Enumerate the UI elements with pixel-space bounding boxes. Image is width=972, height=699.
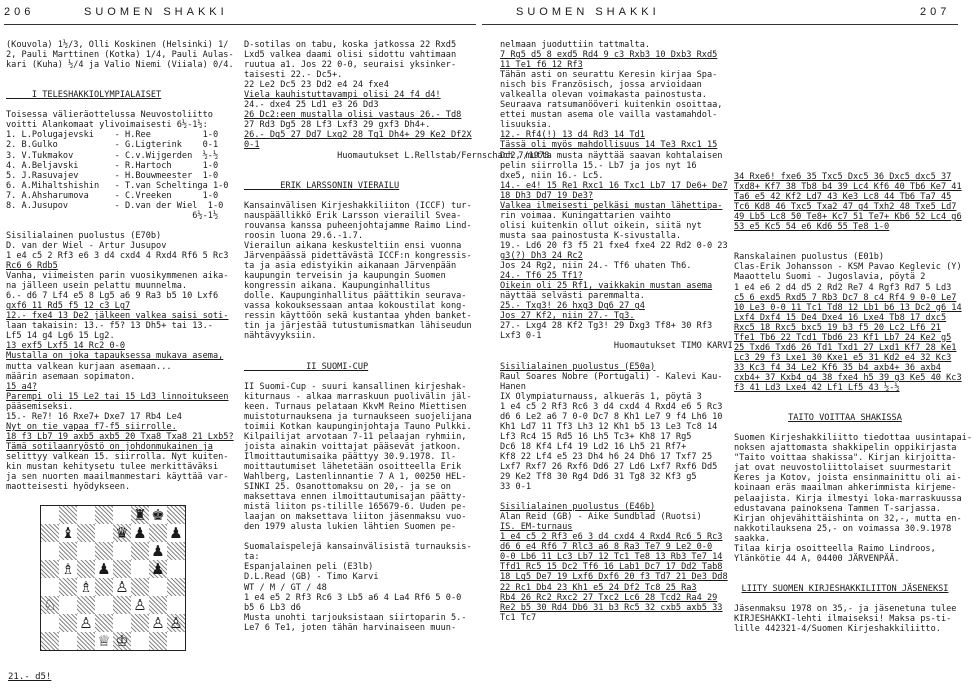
board-square bbox=[131, 560, 149, 578]
text-line: Seuraava ratsumanööveri kuitenkin osoittaa, bbox=[500, 100, 723, 111]
text-line bbox=[6, 80, 236, 90]
text-line: 1 e4 c5 2 Rf3 Rc6 3 d4 cxd4 4 Rxd4 e6 5 Rc3 bbox=[500, 401, 723, 412]
text-line: na jälleen usein pelattu muunnelma. bbox=[6, 281, 188, 292]
text-line: Viela kauhistuttavampi olisi 24 f4 d4! bbox=[244, 90, 441, 101]
text-line: Kh1 Ld7 11 Tf3 Lh3 12 Kh1 b5 13 Le3 Tc8 14 bbox=[500, 421, 718, 432]
text-line: Huomautukset TIMO KARVI bbox=[500, 341, 733, 352]
text-line: musta saa painostusta K-sivustalla. bbox=[500, 230, 682, 241]
text-line: Suomen Kirjeshakkiliitto tiedottaa uusintapai- bbox=[734, 433, 972, 444]
text-line: saakka. bbox=[734, 533, 771, 544]
text-line: 19.- Ld6 20 f3 f5 21 fxe4 fxe4 22 Rd2 0-0 23 bbox=[500, 240, 728, 251]
text-line: Sisilialainen puolustus (E46b) bbox=[500, 502, 656, 513]
chess-piece-icon: ♕ bbox=[97, 632, 111, 650]
text-line: Lc3 29 f3 Lxe1 30 Kxe1 e5 31 Kd2 e4 32 Kc3 bbox=[734, 352, 952, 363]
board-square bbox=[95, 506, 113, 524]
text-line: Le7 6 Te1, joten tähän harvinaiseen muun- bbox=[244, 622, 457, 633]
text-line: nelmaan juoduttiin tattmalta. bbox=[500, 40, 651, 50]
text-line: keen. Turnaus pelataan KkvM Reino Miettisen bbox=[244, 401, 467, 412]
text-line: lisuuksia. bbox=[500, 120, 552, 131]
text-line: Dc6 18 Kf4 Lf4 19 Ld2 16 Lh5 21 Rf7+ bbox=[500, 441, 687, 452]
text-line: 49 Lb5 Lc8 50 Te8+ Kc7 51 Te7+ Kb6 52 Lc4 g6 bbox=[734, 212, 962, 223]
spacer bbox=[734, 594, 956, 604]
text-line: 14.- e4! 15 Re1 Rxc1 16 Txc1 Lb7 17 De6+ De7 bbox=[500, 180, 728, 191]
text-line: rouvansa kanssa puheenjohtajamme Raimo Lind- bbox=[244, 220, 472, 231]
board-square bbox=[167, 506, 185, 524]
text-line: Oikein oli 25 Rf1, vaikkakin mustan asema bbox=[500, 281, 713, 292]
text-line: Lxf7 Rxf7 26 Rxf6 Dd6 27 Ld6 Lxf7 Rxf6 Dd5 bbox=[500, 461, 718, 472]
text-line: 27.- Lxg4 28 Kf2 Tg3! 29 Dxg3 Tf8+ 30 Rf3 bbox=[500, 321, 713, 332]
text-line bbox=[244, 532, 476, 542]
text-line bbox=[6, 100, 236, 110]
board-square bbox=[41, 542, 59, 560]
text-line: c5 6 exd5 Rxd5 7 Rb3 Dc7 8 c4 Rf4 9 0-0 Le7 bbox=[734, 292, 957, 303]
text-line: koinaan eräs maailman ahkerimmista kirjeme- bbox=[734, 483, 957, 494]
chess-piece-icon: ♗ bbox=[79, 578, 93, 596]
chess-piece-icon: ♙ bbox=[169, 614, 183, 632]
text-line: 7. A.Ahsharumova - C.Vreeken 1-0 bbox=[6, 190, 219, 201]
chess-piece-icon: ♙ bbox=[79, 614, 93, 632]
board-square bbox=[149, 578, 167, 596]
text-line: Clas-Erik Johansson - KSM Pavao Keglevic (Y) bbox=[734, 262, 962, 273]
text-line: edustavana painoksena Tammen T-sarjassa. bbox=[734, 503, 941, 514]
text-line: 27 Rd3 Dg5 28 Lf3 Lxf3 29 gxf3 Dh4+. bbox=[244, 120, 431, 131]
text-line: 33 Kc3 f4 34 Le2 Kf6 35 b4 axb4+ 36 axb4 bbox=[734, 362, 941, 373]
text-line bbox=[244, 161, 476, 171]
text-line: kaupungin terveisin ja kaupungin Suomen bbox=[244, 271, 446, 282]
text-line: Raul Soares Nobre (Portugali) - Kalevi Kau- bbox=[500, 371, 723, 382]
header-rule bbox=[4, 24, 476, 25]
text-line: cxb4+ 37 Kxb4 g4 38 fxe4 h5 39 g3 Ke5 40 Kc3 bbox=[734, 372, 962, 383]
text-line: taisesti 22.- Dc5+. bbox=[244, 70, 343, 81]
text-line: kari (Kuha) ½/4 ja Valio Niemi (Viiala) 0/4. bbox=[6, 60, 234, 71]
spacer bbox=[734, 403, 956, 413]
text-line: Lf3 Rc4 15 Rd5 16 Lh5 Tc3+ Kh8 17 Rg5 bbox=[500, 431, 692, 442]
text-line: 7 Rg5 d5 8 exd5 Rd4 9 c3 Rxb3 10 Dxb3 Rxd5 bbox=[500, 50, 718, 61]
text-line: Hanen bbox=[500, 381, 526, 392]
text-line: Huomautukset L.Rellstab/Fernschach 7/1978 bbox=[244, 150, 550, 161]
board-square bbox=[167, 560, 185, 578]
text-line: 6½-1½ bbox=[6, 210, 219, 221]
text-line: roosin luona 29.6.-1.7. bbox=[244, 230, 363, 241]
board-square bbox=[95, 524, 113, 542]
text-line: Tässä oli myös mahdollisuus 14 Te3 Rxc1 15 bbox=[500, 140, 718, 151]
board-square bbox=[59, 596, 77, 614]
board-square bbox=[131, 614, 149, 632]
text-line: dxe5, niin 16.- Lc5. bbox=[500, 170, 604, 181]
text-line: 1 e4 c5 2 Rf3 e6 3 d4 cxd4 4 Rxd4 Rf6 5 Rc3 bbox=[6, 250, 229, 261]
text-line: Kansainvälisen Kirjeshakkiliiton (ICCF) tur- bbox=[244, 200, 472, 211]
board-square bbox=[113, 542, 131, 560]
text-line: 22 Rc1 Db4 23 Kh1 e5 24 Df2 Tc8 25 Ra3 bbox=[500, 582, 697, 593]
text-line: 26.- Dg5 27 Dd7 Lxg2 28 Tg1 Dh4+ 29 Ke2 Df2X bbox=[244, 130, 472, 141]
text-line: 22 Le2 Dc5 23 Dd2 e4 24 fxe4 bbox=[244, 80, 389, 91]
chess-piece-icon: ♜ bbox=[133, 506, 147, 524]
spacer bbox=[734, 242, 956, 252]
text-line: Tc6 Kd8 46 Txc5 Txa2 47 g4 Txh2 48 Txe5 Ld7 bbox=[734, 202, 957, 213]
section-heading: LIITY SUOMEN KIRJESHAKKILIITON JÄSENEKSI bbox=[741, 583, 949, 594]
text-line: vassa kokouksessaan antaa kokoustilat kong- bbox=[244, 301, 467, 312]
running-title: SUOMEN SHAKKI bbox=[84, 6, 228, 18]
chess-piece-icon: ♙ bbox=[115, 578, 129, 596]
text-line: ta: bbox=[244, 552, 260, 563]
text-line: muistoturnauksena ja turnaukseen suojelijana bbox=[244, 411, 472, 422]
text-line: Mustalla on joka tapauksessa mukava asema, bbox=[6, 351, 224, 362]
text-line bbox=[6, 70, 236, 80]
chess-piece-icon: ♟ bbox=[169, 524, 183, 542]
text-line: Tämä sotilaanryöstö on johdonmukainen ja bbox=[6, 441, 213, 452]
chess-piece-icon: ♛ bbox=[115, 524, 129, 542]
text-line: nakkotilauksena 25,- on voimassa 30.9.1978 bbox=[734, 523, 952, 534]
text-line: 53 e5 Kc5 54 e6 Kd6 55 Te8 1-0 bbox=[734, 222, 890, 233]
board-square bbox=[167, 542, 185, 560]
text-line: Lxf3 0-1 bbox=[500, 331, 542, 342]
text-line: 18 f3 Lb7 19 axb5 axb5 20 Txa8 Txa8 21 Lxb5? bbox=[6, 431, 234, 442]
text-line: voitti Alankomaat ylivoimaisesti 6½-1½: bbox=[6, 120, 208, 131]
text-line: Järvenpäässä pidettävästä ICCF:n kongressis- bbox=[244, 250, 472, 261]
text-line bbox=[244, 341, 476, 351]
text-line: Lxf4 Dxf4 15 De4 Dxe4 16 Lxe4 Tb8 17 dxc5 bbox=[734, 312, 947, 323]
text-line: Wahlberg, Lastenlinnantie 7 A 1, 00250 HEL- bbox=[244, 472, 467, 483]
text-line: 2. B.Gulko - G.Ligterink 0-1 bbox=[6, 140, 219, 151]
text-line: Ylänkötie 44 A, 04400 JÄRVENPÄÄ. bbox=[734, 553, 900, 564]
text-line: II Suomi-Cup - suuri kansallinen kirjeshak- bbox=[244, 381, 467, 392]
text-line: pääsemiseksi. bbox=[6, 401, 74, 412]
text-line: Jos 24 Rg2, niin 24.- Tf6 uhaten Th6. bbox=[500, 261, 692, 272]
text-line: 3. V.Tukmakov - C.v.Wijgerden ½-½ bbox=[6, 150, 219, 161]
text-line: 1. L.Polugajevski - H.Ree 1-0 bbox=[6, 130, 219, 141]
right-page bbox=[480, 0, 972, 699]
board-square bbox=[41, 614, 59, 632]
text-line: WT / M / GT / 48 bbox=[244, 582, 327, 593]
text-line: 33 0-1 bbox=[500, 482, 532, 493]
board-square bbox=[41, 632, 59, 650]
text-line: Jos 27 Kf2, niin 27.- Tg3. bbox=[500, 311, 635, 322]
page-number: 207 bbox=[920, 6, 951, 18]
text-line: Vanha, viimeisten parin vuosikymmenen aika- bbox=[6, 271, 229, 282]
text-line: 24.- Tf6 25 Tf1? bbox=[500, 271, 583, 282]
text-line: Musta unohti tarjouksistaan siirtoparin 5.- bbox=[244, 612, 467, 623]
text-line: Maaottelu Suomi - Jugoslavia, pöytä 2 bbox=[734, 272, 926, 283]
text-line: (Kouvola) 1½/3, Olli Koskinen (Helsinki) 1/ bbox=[6, 40, 229, 50]
text-line: Tfd1 Rc5 15 Dc2 Tf6 16 Lab1 Dc7 17 Dd2 Tab8 bbox=[500, 562, 723, 573]
text-line: D.L.Read (GB) - Timo Karvi bbox=[244, 572, 379, 583]
text-line: joista ainakin voittajat pääsevät jatkoon. bbox=[244, 441, 462, 452]
text-line: moittautumiset lähetetään osoitteella Erik bbox=[244, 461, 462, 472]
text-line: Keres ja Kotov, joista ensinmainittu oli ai- bbox=[734, 473, 962, 484]
text-line: näyttää selvästi paremmalta. bbox=[500, 291, 645, 302]
text-line: laan takaisin: 13.- f5? 13 Dh5+ tai 13.- bbox=[6, 321, 213, 332]
text-line: maotteisesti hyödykseen. bbox=[6, 482, 131, 493]
text-line bbox=[244, 372, 476, 382]
board-square bbox=[149, 524, 167, 542]
board-square bbox=[41, 524, 59, 542]
text-line: ressin käyttöön sekä kustantaa yhden banket- bbox=[244, 311, 472, 322]
text-line: Lxd5 valkea daami olisi sidottu vahtimaan bbox=[244, 50, 457, 61]
text-line: Kilpailijat arvotaan 7-11 pelaajan ryhmiin, bbox=[244, 431, 467, 442]
board-square bbox=[59, 614, 77, 632]
text-line: ruutua a1. Jos 22 0-0, seuraisi yksinker- bbox=[244, 60, 457, 71]
text-line: Ta6 e5 42 Kf2 Ld7 43 Ke3 Lc8 44 Tb6 Ta7 45 bbox=[734, 192, 952, 203]
text-line: gxf6 11 Rd5 f5 12 c3 Lg7 bbox=[6, 301, 131, 312]
chess-piece-icon: ♙ bbox=[133, 596, 147, 614]
board-square bbox=[113, 614, 131, 632]
text-line: Kirjan ohjevähittäishinta on 32,-, mutta en- bbox=[734, 513, 962, 524]
text-line: Txd8+ Kf7 38 Tb8 b4 39 Lc4 Kf6 40 Tb6 Ke7 41 bbox=[734, 182, 962, 193]
text-line: maksettava ennen ilmoittautumisajan päätty- bbox=[244, 492, 467, 503]
text-line: Rxc5 18 Rxc5 bxc5 19 b3 f5 20 Lc2 Lf6 21 bbox=[734, 322, 941, 333]
text-line: g3(?) Dh3 24 Rc2 bbox=[500, 250, 583, 261]
text-line: 1 e4 e6 2 d4 d5 2 Rd2 Re7 4 Rgf3 Rd7 5 Ld3 bbox=[734, 282, 952, 293]
text-line: 15 a4? bbox=[6, 381, 38, 392]
text-line: pelin siirrolla 15.- Lb7 ja jos nyt 16 bbox=[500, 160, 697, 171]
text-line: Dc2, mutta musta näyttää saavan kohtalaisen bbox=[500, 150, 723, 161]
text-line: nauspäällikkö Erik Larsson vierailil Svea- bbox=[244, 210, 462, 221]
text-line: Rc6 6 Rdb5 bbox=[6, 261, 58, 272]
board-square bbox=[113, 596, 131, 614]
text-line: mutta valkean kurjaan asemaan... bbox=[6, 361, 172, 372]
text-line: 6. A.Mihaltshishin - T.van Scheltinga 1-0 bbox=[6, 180, 229, 191]
chess-piece-icon: ♟ bbox=[133, 524, 147, 542]
text-line bbox=[500, 492, 732, 502]
text-line: Jäsenmaksu 1978 on 35,- ja jäsenetuna tulee bbox=[734, 604, 957, 615]
running-title: SUOMEN SHAKKI bbox=[516, 6, 660, 18]
text-line: 12.- Rf4(!) 13 d4 Rd3 14 Td1 bbox=[500, 130, 645, 141]
text-line: nähtävyyksiin. bbox=[244, 331, 317, 342]
text-line: Toisessa välieräottelussa Neuvostoliitto bbox=[6, 110, 213, 121]
text-line: 2, Pauli Marttinen (Kotka) 1/4, Pauli Aulas- bbox=[6, 50, 234, 61]
board-square bbox=[77, 596, 95, 614]
text-line: 1 e4 e5 2 Rf3 Rc6 3 Lb5 a6 4 La4 Rf6 5 0-0 bbox=[244, 592, 462, 603]
spacer bbox=[734, 232, 956, 242]
board-square bbox=[131, 542, 149, 560]
text-line: Tc1 Tc7 bbox=[500, 612, 537, 623]
text-line: 15.- Re7! 16 Rxe7+ Dxe7 17 Rb4 Le4 bbox=[6, 411, 182, 422]
text-line: d6 6 Le2 a6 7 0-0 Dc7 8 Kh1 Le7 9 f4 Lh6 10 bbox=[500, 411, 723, 422]
text-line: nisch bis Französisch, jossa arvioidaan bbox=[500, 80, 702, 91]
board-square bbox=[95, 578, 113, 596]
text-line: ERIK LARSSONIN VIERAILU bbox=[244, 180, 400, 191]
text-line: II SUOMI-CUP bbox=[244, 361, 369, 372]
text-line: kongressin aikana. Kaupunginhallitus bbox=[244, 281, 431, 292]
text-line: pelaajista. Kirja ilmestyi loka-marraskuussa bbox=[734, 493, 962, 504]
board-square bbox=[167, 632, 185, 650]
text-line bbox=[244, 351, 476, 361]
text-line: Kf8 22 Lf4 e5 23 Dh4 h6 24 Dh6 17 Txf7 25 bbox=[500, 451, 713, 462]
board-square bbox=[77, 560, 95, 578]
text-line: tin ja järjestää tutustumismatkan lähiseudun bbox=[244, 321, 472, 332]
spacer bbox=[734, 574, 956, 584]
text-line: dolle. Kaupunginhallitus päättikin seurava- bbox=[244, 291, 467, 302]
text-line: Re2 b5 30 Rd4 Db6 31 b3 Rc5 32 cxb5 axb5 33 bbox=[500, 602, 723, 613]
text-line: 12.- fxe4 13 De2 jälkeen valkea saisi soti- bbox=[6, 311, 229, 322]
text-line: 0-0 Lb6 11 Lc3 Lb7 12 Tc1 Te8 13 Rb3 Te7 14 bbox=[500, 552, 723, 563]
text-line: 1 e4 c5 2 Rf3 e6 3 d4 cxd4 4 Rxd4 Rc6 5 Rc3 bbox=[500, 532, 723, 543]
board-square bbox=[59, 632, 77, 650]
text-line: 5. J.Rasuvajev - H.Bouwmeester 1-0 bbox=[6, 170, 219, 181]
text-line: 25.- Txg3! 26 hxg3 Dg6 27 g4 bbox=[500, 301, 645, 312]
spacer bbox=[734, 393, 956, 403]
board-square bbox=[41, 560, 59, 578]
board-square bbox=[41, 506, 59, 524]
text-line: IX Olympiaturnauss, alkueräs 1, pöytä 3 bbox=[500, 391, 702, 402]
text-line: 25 Txd6 Txd6 26 Td1 Txd1 27 Lxd1 Kf7 28 Ke1 bbox=[734, 342, 957, 353]
text-line: Suomalaispelejä kansainvälisistä turnauksis- bbox=[244, 542, 472, 553]
spacer bbox=[734, 423, 956, 433]
section-heading: TAITO VOITTAA SHAKISSA bbox=[788, 413, 902, 424]
text-line: olisi kuitenkin ollut oikein, siitä nyt bbox=[500, 220, 702, 231]
article-column-left bbox=[6, 40, 236, 492]
chess-piece-icon: ♙ bbox=[151, 614, 165, 632]
board-square bbox=[77, 524, 95, 542]
text-line: toimii Kotkan kaupunginjohtaja Tauno Pulkki. bbox=[244, 421, 472, 432]
text-line: Nyt on tie vapaa f7-f5 siirrolle. bbox=[6, 421, 177, 432]
board-square bbox=[59, 506, 77, 524]
text-line: jat ovat neuvostoliittolaiset suurmestarit bbox=[734, 463, 952, 474]
text-line: Parempi oli 15 Le2 tai 15 Ld3 linnoitukseen bbox=[6, 391, 229, 402]
chess-piece-icon: ♗ bbox=[61, 560, 75, 578]
diagram-caption: 21.- d5! bbox=[8, 672, 52, 682]
text-line: KIRJESHAKKI-lehti ilmaiseksi! Maksa ps-ti- bbox=[734, 614, 952, 625]
board-square bbox=[77, 506, 95, 524]
text-line: Alan Reid (GB) - Aike Sundblad (Ruotsi) bbox=[500, 512, 702, 523]
text-line: IS. EM-turnaus bbox=[500, 522, 573, 533]
text-line: Espanjalainen peli (E3lb) bbox=[244, 562, 374, 573]
board-square bbox=[113, 506, 131, 524]
board-square bbox=[113, 560, 131, 578]
text-line: SINKI 25. Osanottomaksu on 20,- ja se on bbox=[244, 482, 451, 493]
text-line: määrin asemaan sopimaton. bbox=[6, 371, 136, 382]
text-line bbox=[244, 191, 476, 201]
board-square bbox=[95, 596, 113, 614]
text-line: 26 Dc2:een mustalla olisi vastaus 26.- Td8 bbox=[244, 110, 462, 121]
text-line: kiturnaus - alkaa marraskuun puolivälin jäl- bbox=[244, 391, 472, 402]
text-line: kin mustan kehitysetu tulee merkittäväksi bbox=[6, 461, 219, 472]
text-line: 8. A.Jusupov - D.van der Wiel 1-0 bbox=[6, 200, 224, 211]
spacer bbox=[734, 564, 956, 574]
chess-piece-icon: ♔ bbox=[115, 632, 129, 650]
board-square bbox=[41, 578, 59, 596]
text-line: laajan on maksettava liiton jäsenmaksu vuo- bbox=[244, 512, 467, 523]
text-line: 29 Ke2 Tf8 30 Rg4 Dd6 31 Tg8 32 Kf3 g5 bbox=[500, 472, 697, 483]
text-line: Ranskalainen puolustus (E01b) bbox=[734, 252, 885, 263]
text-line bbox=[500, 351, 732, 361]
text-line: 24.- dxe4 25 Ld1 e3 26 Dd3 bbox=[244, 100, 379, 111]
board-square bbox=[131, 632, 149, 650]
text-line: Valkea ilmeisesti pelkäsi mustan lähettipa- bbox=[500, 200, 723, 211]
text-line: Vierailun aikana keskusteltiin ensi vuonna bbox=[244, 240, 462, 251]
text-line: 6.- d6 7 Lf4 e5 8 Lg5 a6 9 Ra3 b5 10 Lxf6 bbox=[6, 291, 219, 302]
board-square bbox=[95, 614, 113, 632]
text-line: Sisilialainen puolustus (E50a) bbox=[500, 361, 656, 372]
text-line: lille 442321-4/Suomen Kirjeshakkiliitto. bbox=[734, 624, 941, 635]
text-line: D. van der Wiel - Artur Jusupov bbox=[6, 240, 167, 251]
board-square bbox=[77, 632, 95, 650]
board-square bbox=[167, 578, 185, 596]
text-line: D-sotilas on tabu, koska jatkossa 22 Rxd5 bbox=[244, 40, 457, 50]
text-line: Lf5 14 g4 Lg6 15 Lg2. bbox=[6, 331, 115, 342]
text-line: b5 6 Lb3 d6 bbox=[244, 602, 301, 613]
chess-diagram bbox=[40, 505, 186, 651]
board-square bbox=[59, 542, 77, 560]
board-square bbox=[131, 578, 149, 596]
text-line: noksen ajattomasta shakkipelin oppikirjasta bbox=[734, 443, 957, 454]
chess-piece-icon: ♚ bbox=[151, 506, 165, 524]
text-line: 11 Te1 f6 12 Rf3 bbox=[500, 60, 583, 71]
text-line: d6 6 e4 Rf6 7 Rlc3 a6 8 Ra3 Te7 9 Le2 0-0 bbox=[500, 542, 713, 553]
text-line bbox=[244, 171, 476, 181]
text-line: valkealla olevan voimakasta painostusta. bbox=[500, 90, 707, 101]
chess-piece-icon: ♟ bbox=[151, 542, 165, 560]
text-line: 10 Le3 0-0 11 Tc1 Td8 12 Lb1 b6 13 Dc2 g6 14 bbox=[734, 302, 962, 313]
text-line: Tähän asti on seurattu Keresin kirjaa Spa- bbox=[500, 70, 718, 81]
text-line: Rb4 26 Rc2 Rxc2 27 Txc2 Lc6 28 Tcd2 Ra4 29 bbox=[500, 592, 718, 603]
chess-piece-icon: ♘ bbox=[43, 596, 57, 614]
page-number: 206 bbox=[4, 6, 35, 18]
text-line: "Taito voittaa shakissa". Kirjan kirjoitta- bbox=[734, 453, 957, 464]
text-line: ja sen nuorten maailmanmestari käyttää var- bbox=[6, 472, 229, 483]
game-column-right bbox=[734, 172, 972, 635]
chess-piece-icon: ♟ bbox=[151, 560, 165, 578]
text-line: 18 Lg5 De7 19 Lxf6 Dxf6 20 f3 Td7 21 De3 Dd8 bbox=[500, 572, 728, 583]
text-line: mistä liiton ps-tilille 165679-6. Uuden pe- bbox=[244, 502, 467, 513]
board-square bbox=[149, 596, 167, 614]
text-line: 13 exf5 Lxf5 14 Rc2 0-0 bbox=[6, 341, 125, 352]
board-square bbox=[59, 578, 77, 596]
text-line: ta ja asia edistyikin aikanaan Järvenpään bbox=[244, 261, 457, 272]
text-line: Ilmoittautumisaika päättyy 30.9.1978. Il- bbox=[244, 451, 457, 462]
text-line: f3 41 Ld3 Lxe4 42 Lf1 Lf5 43 ½-½ bbox=[734, 382, 900, 393]
text-line bbox=[6, 221, 236, 231]
board-square bbox=[167, 596, 185, 614]
text-line: Tilaa kirja osoitteella Raimo Lindroos, bbox=[734, 543, 936, 554]
text-line: I TELESHAKKIOLYMPIALAISET bbox=[6, 90, 162, 101]
game-column-left bbox=[500, 40, 732, 623]
chess-piece-icon: ♟ bbox=[97, 560, 111, 578]
board-square bbox=[77, 542, 95, 560]
text-line: rin voimaa. Kuningattarien vaihto bbox=[500, 210, 671, 221]
text-line: selittyy valkean 15. siirrolla. Nyt kuiten- bbox=[6, 451, 229, 462]
board-square bbox=[149, 632, 167, 650]
text-line: Tfe1 Tb6 22 Tcd1 Tbd6 23 Kf1 Lb7 24 Ke2 g5 bbox=[734, 332, 952, 343]
text-line: 4. A.Beljavski - R.Hartoch 1-0 bbox=[6, 160, 219, 171]
board-square bbox=[95, 542, 113, 560]
text-line: 18 Dh3 Dd7 19 De3? bbox=[500, 190, 594, 201]
text-line: 0-1 bbox=[244, 140, 260, 151]
text-line: Sisilialainen puolustus (E70b) bbox=[6, 230, 162, 241]
chess-piece-icon: ♝ bbox=[61, 524, 75, 542]
header-rule bbox=[482, 24, 958, 25]
text-line: 34 Rxe6! fxe6 35 Txc5 Dxc5 36 Dxc5 dxc5 37 bbox=[734, 172, 952, 182]
text-line: ettei mustan asema ole vailla vastamahdol- bbox=[500, 110, 718, 121]
text-line: den 1979 alusta lukien lähtien Suomen pe- bbox=[244, 522, 457, 533]
